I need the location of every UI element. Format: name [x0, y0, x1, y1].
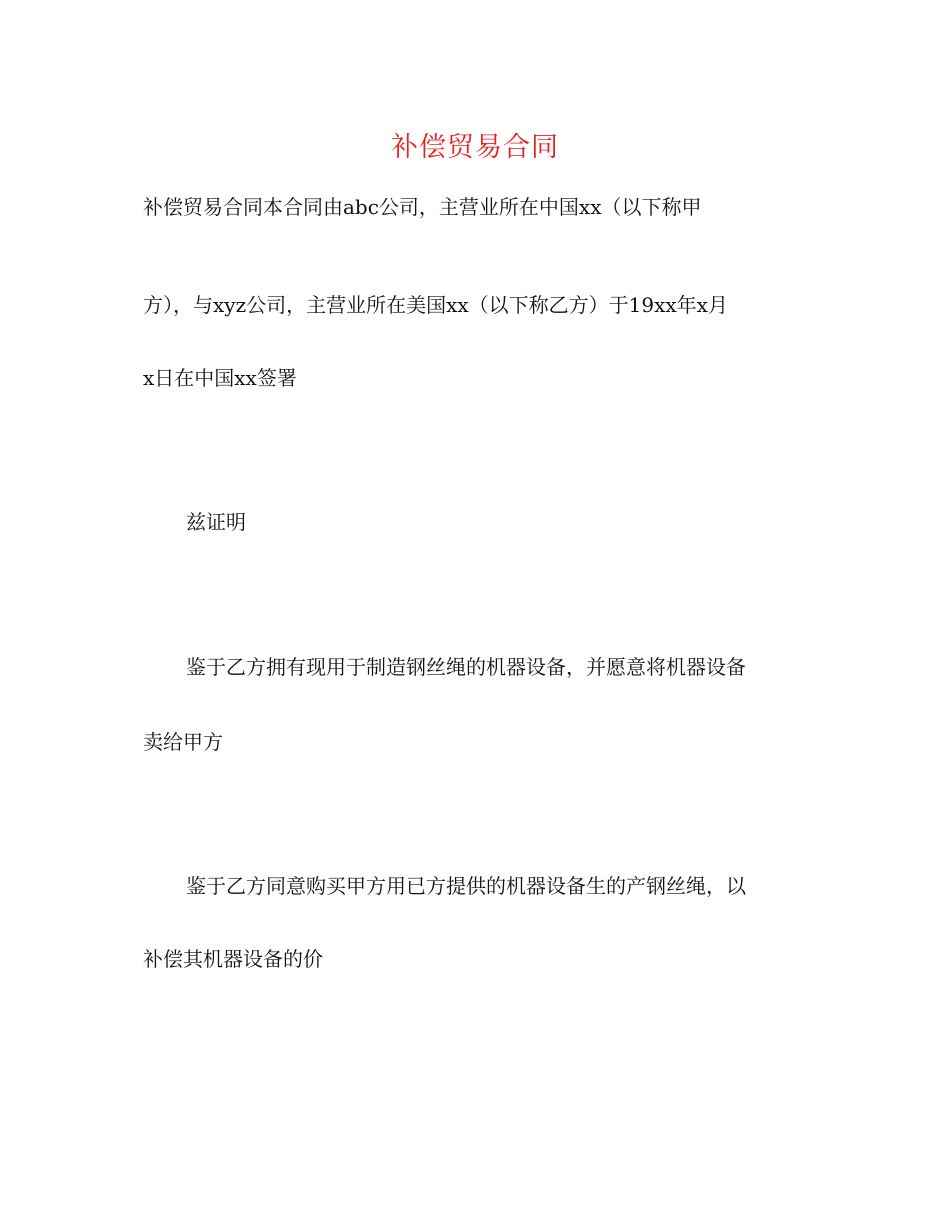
document-title: 补偿贸易合同: [391, 132, 559, 163]
paragraph-line: 鉴于乙方拥有现用于制造钢丝绳的机器设备，并愿意将机器设备: [186, 655, 746, 679]
paragraph-line: 补偿贸易合同本合同由abc公司，主营业所在中国xx（以下称甲: [143, 195, 702, 219]
paragraph-line: 补偿其机器设备的价: [143, 947, 323, 971]
paragraph-line: x日在中国xx签署: [143, 366, 297, 390]
paragraph-line: 兹证明: [186, 510, 246, 534]
paragraph-line: 鉴于乙方同意购买甲方用已方提供的机器设备生的产钢丝绳，以: [186, 874, 746, 898]
paragraph-line: 卖给甲方: [143, 730, 223, 754]
paragraph-line: 方），与xyz公司，主营业所在美国xx（以下称乙方）于19xx年x月: [143, 293, 728, 317]
